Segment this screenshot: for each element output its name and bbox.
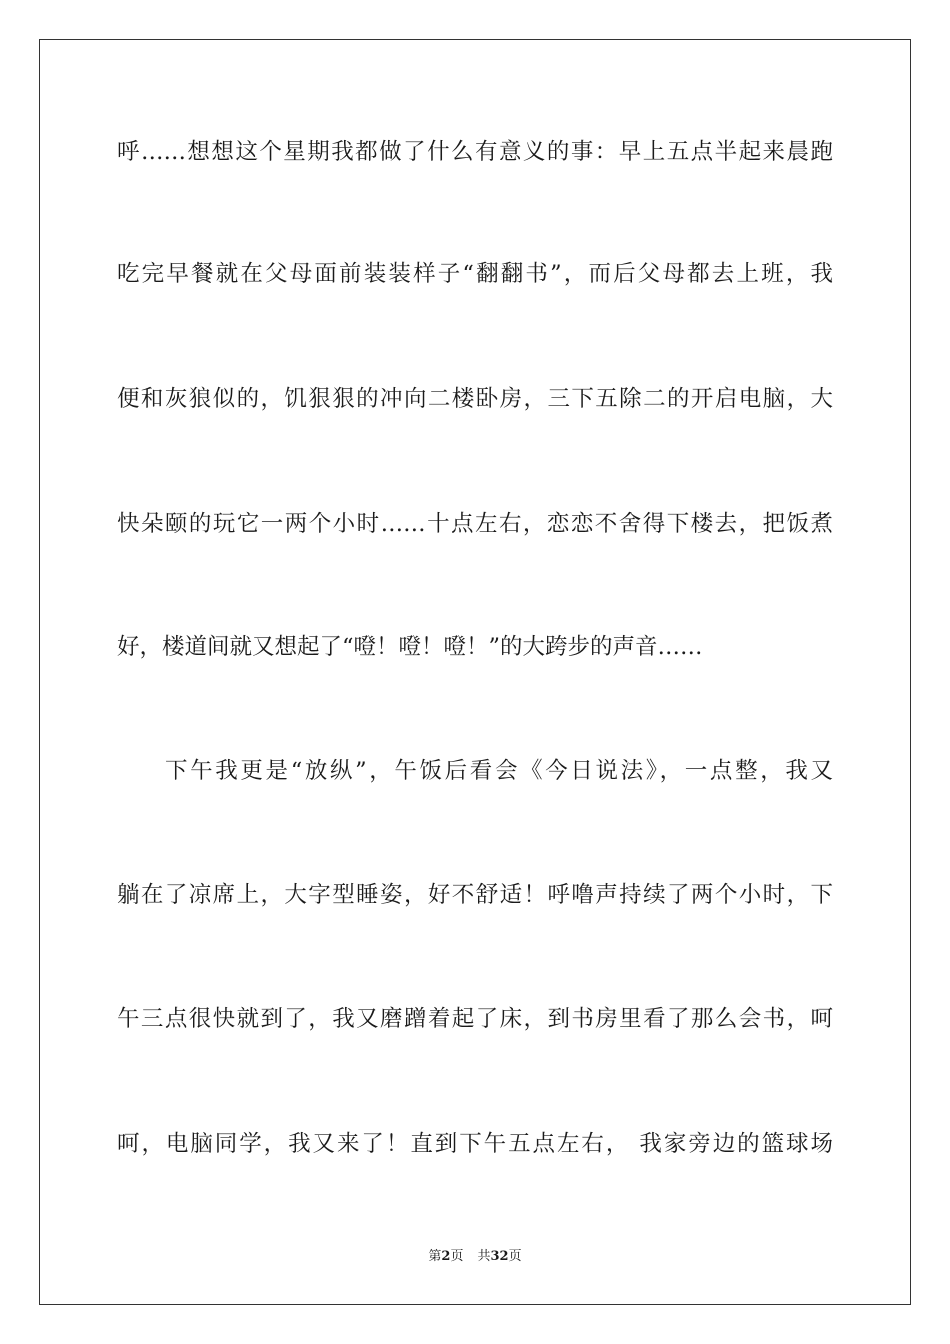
page-footer [0,1248,950,1266]
paragraph-line-1: 呼……想想这个星期我都做了什么有意义的事：早上五点半起来晨跑 [117,139,833,165]
paragraph-line-4: 快朵颐的玩它一两个小时……十点左右，恋恋不舍得下楼去，把饭煮 [117,511,833,537]
paragraph-line-8: 午三点很快就到了，我又磨蹭着起了床，到书房里看了那么会书，呵 [117,1006,833,1032]
page-number: 2 [441,1249,451,1264]
total-pages: 32 [490,1249,509,1264]
page-prefix: 第 [428,1249,442,1264]
total-prefix: 共 [477,1249,491,1264]
paragraph-line-2: 吃完早餐就在父母面前装装样子“翻翻书”，而后父母都去上班，我 [117,261,833,287]
paragraph-line-6: 下午我更是“放纵”，午饭后看会《今日说法》，一点整，我又 [165,758,833,784]
total-suffix: 页 [508,1249,522,1264]
paragraph-line-7: 躺在了凉席上，大字型睡姿，好不舒适！呼噜声持续了两个小时，下 [117,882,833,908]
page-border [39,39,911,1305]
paragraph-line-9: 呵，电脑同学，我又来了！直到下午五点左右， 我家旁边的篮球场 [117,1131,833,1157]
paragraph-line-3: 便和灰狼似的，饥狠狠的冲向二楼卧房，三下五除二的开启电脑，大 [117,386,833,412]
page-suffix: 页 [450,1249,464,1264]
paragraph-line-5: 好，楼道间就又想起了“噔！噔！噔！”的大跨步的声音…… [117,634,703,660]
